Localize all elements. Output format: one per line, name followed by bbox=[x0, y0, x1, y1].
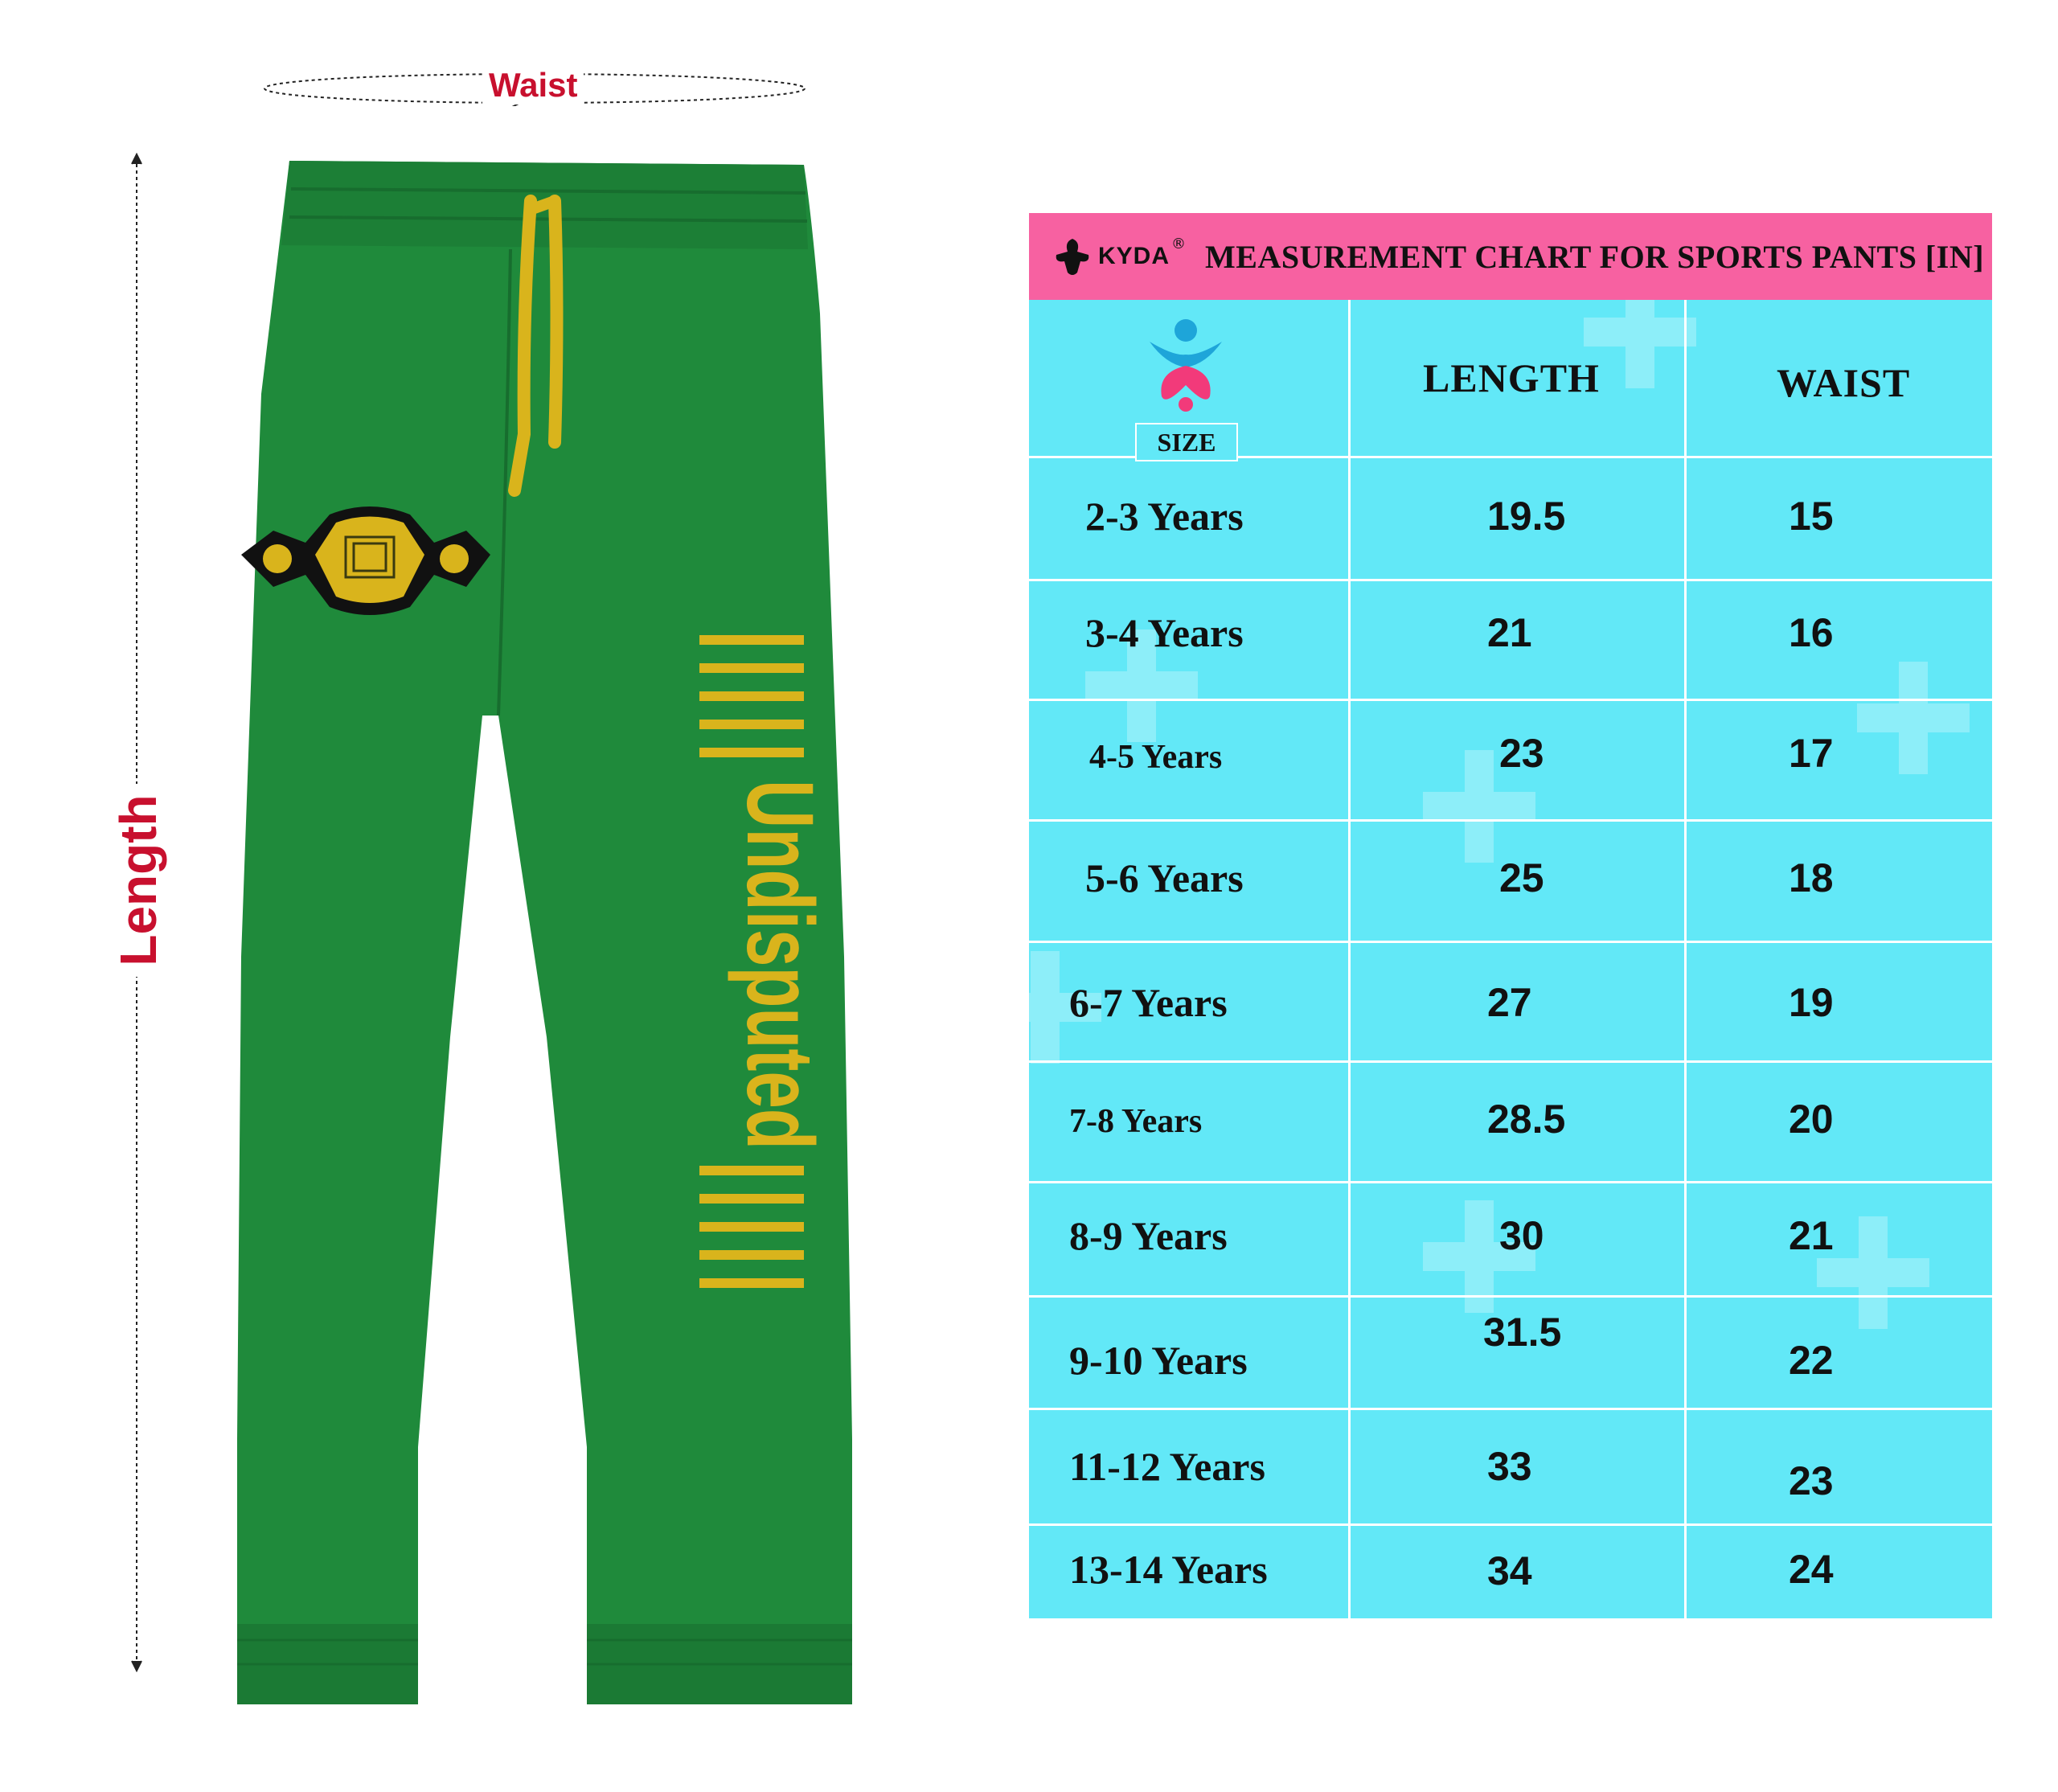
print-text-undisputed: Undisputed bbox=[727, 780, 833, 1302]
grid-line bbox=[1029, 1408, 1992, 1410]
grid-line bbox=[1029, 1060, 1992, 1063]
table-row-length: 19.5 bbox=[1487, 494, 1566, 539]
brand-name: KYDA bbox=[1098, 243, 1170, 269]
table-row-waist: 20 bbox=[1789, 1097, 1834, 1142]
kyda-logo-icon bbox=[1052, 234, 1093, 279]
measurement-chart bbox=[1029, 213, 1992, 1618]
table-row-waist: 22 bbox=[1789, 1338, 1834, 1383]
sports-pants-image bbox=[233, 153, 868, 1720]
table-row-size: 3-4 Years bbox=[1085, 610, 1244, 655]
table-row-size: 7-8 Years bbox=[1069, 1103, 1203, 1140]
table-row-waist: 21 bbox=[1789, 1213, 1834, 1258]
waist-label: Waist bbox=[482, 66, 584, 105]
table-row-size: 11-12 Years bbox=[1069, 1444, 1265, 1489]
table-row-size: 13-14 Years bbox=[1069, 1547, 1268, 1592]
grid-line bbox=[1029, 1181, 1992, 1183]
length-column-header: LENGTH bbox=[1423, 355, 1600, 400]
grid-line bbox=[1029, 1523, 1992, 1526]
table-row-waist: 24 bbox=[1789, 1547, 1834, 1592]
table-row-length: 31.5 bbox=[1483, 1310, 1562, 1355]
grid-line bbox=[1029, 941, 1992, 943]
length-label: Length bbox=[109, 784, 165, 977]
brand-logo bbox=[1052, 234, 1186, 279]
grid-line bbox=[1029, 819, 1992, 822]
table-row-size: 8-9 Years bbox=[1069, 1213, 1228, 1258]
table-row-waist: 18 bbox=[1789, 855, 1834, 900]
registered-mark: ® bbox=[1171, 235, 1187, 252]
table-row-length: 23 bbox=[1499, 731, 1544, 776]
grid-line bbox=[1029, 579, 1992, 581]
table-row-length: 27 bbox=[1487, 980, 1532, 1025]
table-row-size: 6-7 Years bbox=[1069, 980, 1228, 1025]
chart-header bbox=[1029, 213, 1992, 300]
grid-line bbox=[1029, 699, 1992, 701]
table-row-length: 30 bbox=[1499, 1213, 1544, 1258]
grid-line bbox=[1684, 300, 1687, 1618]
table-row-length: 25 bbox=[1499, 855, 1544, 900]
grid-line bbox=[1029, 1295, 1992, 1298]
table-row-size: 9-10 Years bbox=[1069, 1338, 1248, 1383]
grid-line bbox=[1348, 300, 1351, 1618]
size-column-header: SIZE bbox=[1135, 423, 1238, 461]
table-row-length: 21 bbox=[1487, 610, 1532, 655]
table-row-waist: 15 bbox=[1789, 494, 1834, 539]
table-row-size: 4-5 Years bbox=[1089, 739, 1223, 776]
chart-title: MEASUREMENT CHART FOR SPORTS PANTS [IN] bbox=[1205, 238, 1985, 275]
size-table bbox=[1029, 300, 1992, 1618]
table-row-waist: 19 bbox=[1789, 980, 1834, 1025]
size-figure-icon bbox=[1142, 316, 1230, 412]
table-row-length: 33 bbox=[1487, 1444, 1532, 1489]
table-row-length: 34 bbox=[1487, 1548, 1532, 1593]
table-row-waist: 23 bbox=[1789, 1458, 1834, 1503]
table-row-length: 28.5 bbox=[1487, 1097, 1566, 1142]
table-row-waist: 17 bbox=[1789, 731, 1834, 776]
table-row-waist: 16 bbox=[1789, 610, 1834, 655]
table-row-size: 2-3 Years bbox=[1085, 494, 1244, 539]
waist-column-header: WAIST bbox=[1777, 360, 1911, 405]
table-row-size: 5-6 Years bbox=[1085, 855, 1244, 900]
